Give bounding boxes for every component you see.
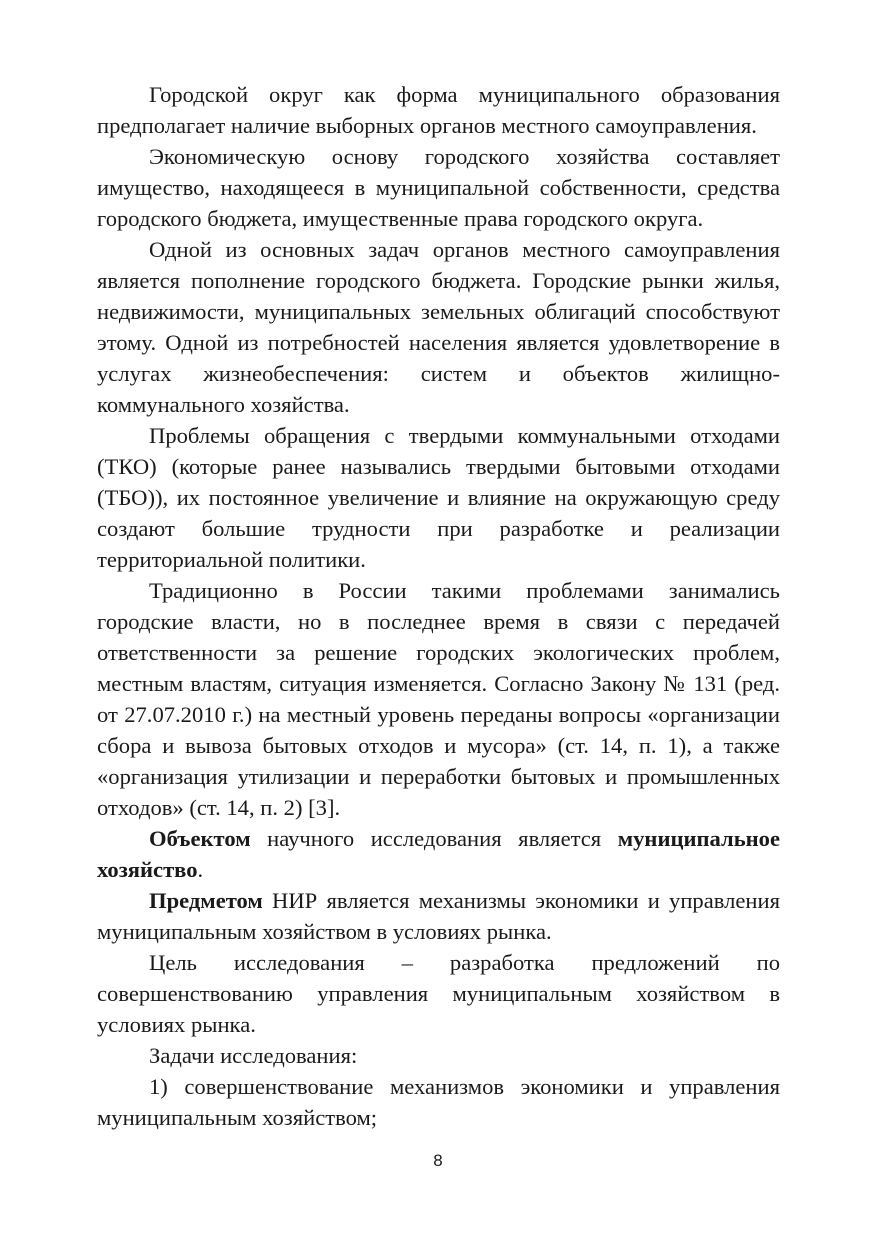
paragraph: Традиционно в России такими проблемами занимались городские власти, но в последнее время в связи с передачей ответственности за решение городских экологических проблем, местным властям, ситуация изменяется. Согласно Закону № 131 (ред. от 27.07.2010 г.) на местный уровень переданы вопросы «организации сбора и вывоза бытовых отходов и мусора» (ст. 14, п. 1), а также «организация утилизации и переработки бытовых и промышленных отходов» (ст. 14, п. 2) [3]. (97, 578, 780, 820)
paragraph: Проблемы обращения с твердыми коммунальными отходами (ТКО) (которые ранее назывались твердыми бытовыми отходами (ТБО)), их постоянное увеличение и влияние на окружающую среду создают большие трудности при разработке и реализации территориальной политики. (97, 423, 780, 572)
paragraph: Цель исследования – разработка предложений по совершенствованию управления муниципальным хозяйством в условиях рынка. (97, 950, 780, 1037)
paragraph: Городской округ как форма муниципального образования предполагает наличие выборных органов местного самоуправления. (97, 82, 780, 138)
bold-term: Предметом (149, 888, 263, 913)
paragraph-object (97, 823, 780, 885)
paragraph: Экономическую основу городского хозяйства составляет имущество, находящееся в муниципальной собственности, средства городского бюджета, имущественные права городского округа. (97, 144, 780, 231)
paragraph-text: НИР является механизмы экономики и управления муниципальным хозяйством в условиях рынка. (97, 888, 780, 944)
bold-term: Объектом (149, 826, 251, 851)
paragraph: Одной из основных задач органов местного самоуправления является пополнение городского бюджета. Городские рынки жилья, недвижимости, муниципальных земельных облигаций способствуют этому. Одной из потребностей населения является удовлетворение в услугах жизнеобеспечения: систем и объектов жилищно-коммунального хозяйства. (97, 237, 780, 417)
body-text (97, 79, 780, 1133)
paragraph-text: научного исследования является (250, 826, 618, 851)
bold-term: муниципальное хозяйство (97, 826, 780, 882)
paragraph-subject (97, 885, 780, 947)
page-number: 8 (433, 1151, 443, 1170)
paragraph-end: . (197, 857, 204, 882)
paragraph: 1) совершенствование механизмов экономики и управления муниципальным хозяйством; (97, 1074, 780, 1130)
paragraph: Задачи исследования: (149, 1043, 358, 1068)
